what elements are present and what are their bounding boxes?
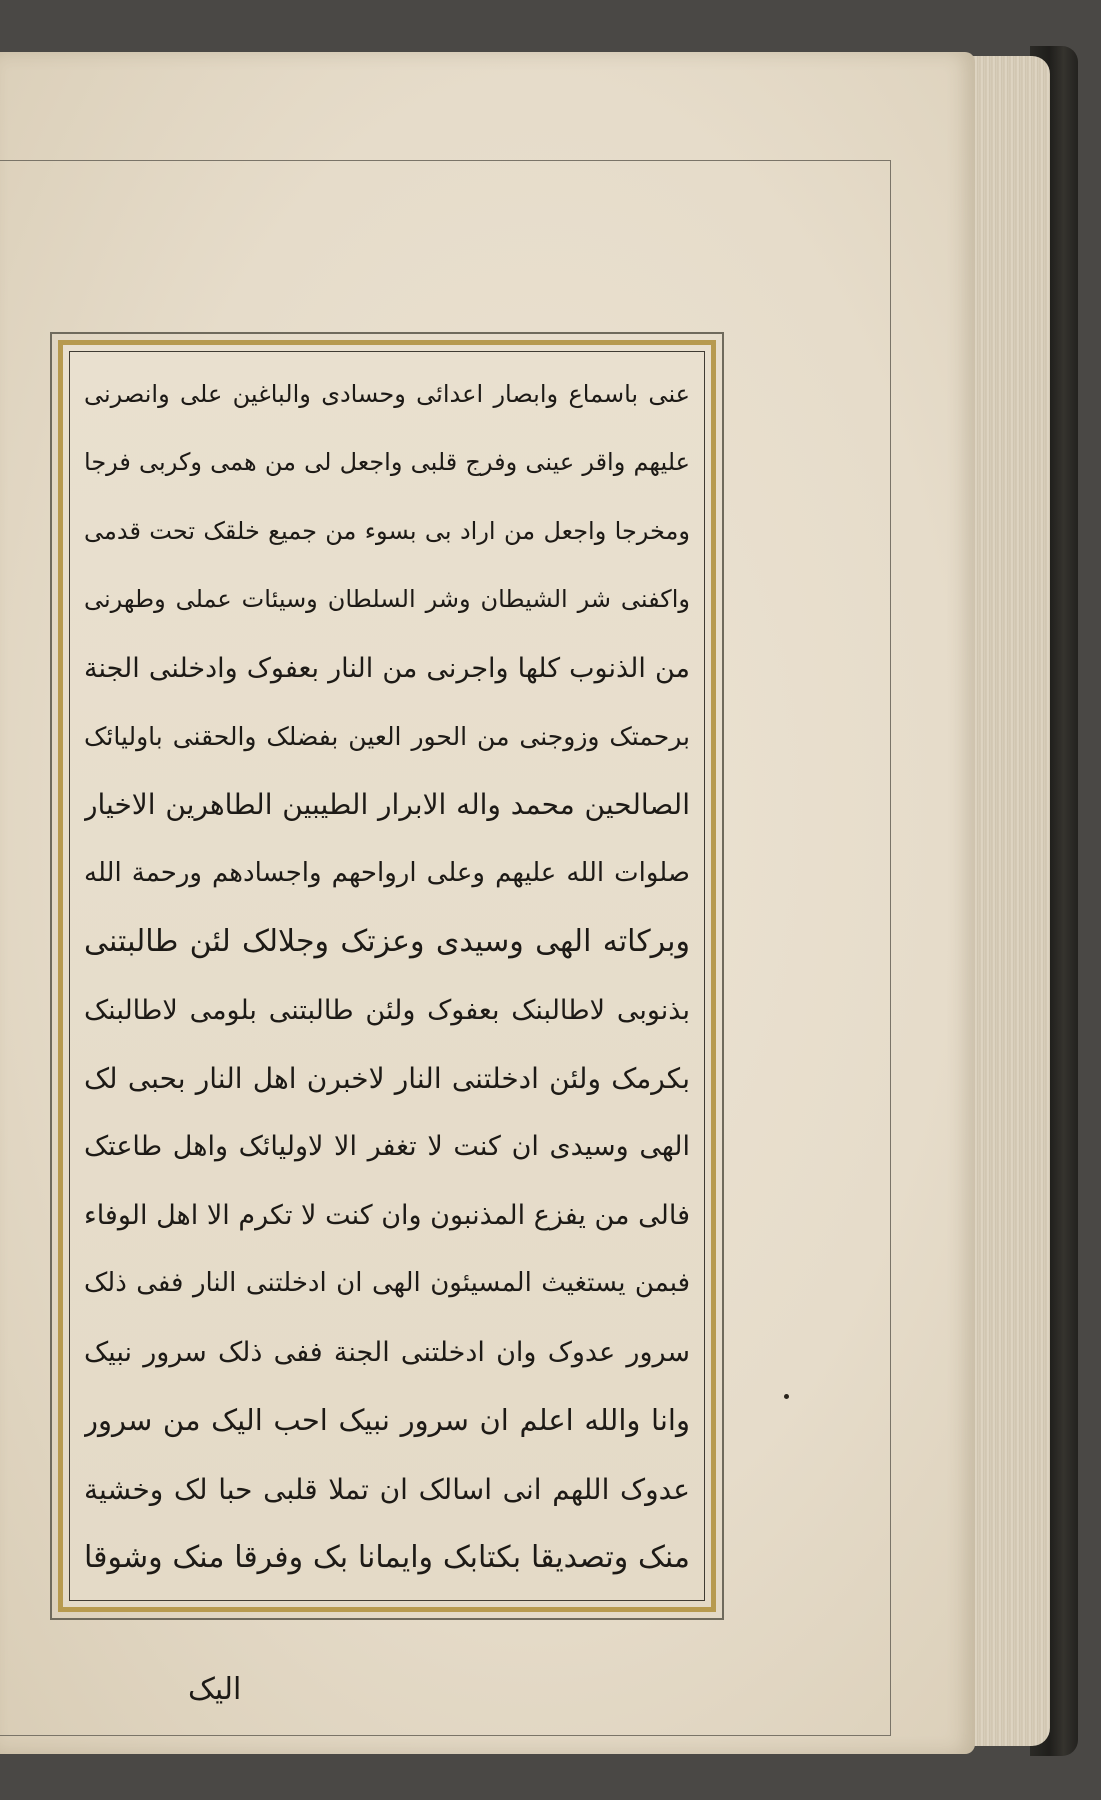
text-line: فالی من یفزع المذنبون وان کنت لا تکرم الا اهل الوفاء	[84, 1199, 690, 1231]
text-line: فبمن یستغیث المسیئون الهی ان ادخلتنی النار ففی ذلک	[84, 1268, 690, 1299]
text-line: الصالحین محمد واله الابرار الطیبین الطاهرین الاخیار	[84, 788, 690, 822]
text-line: وبرکاته الهی وسیدی وعزتک وجلالک لئن طالبتنی	[84, 924, 690, 960]
text-line: ومخرجا واجعل من اراد بی بسوء من جمیع خلقک تحت قدمی	[84, 516, 690, 545]
manuscript-page	[0, 52, 975, 1754]
text-block	[84, 364, 690, 1588]
ink-speck	[784, 1394, 789, 1399]
text-line: من الذنوب کلها واجرنی من النار بعفوک وادخلنی الجنة	[84, 652, 690, 684]
text-line: برحمتک وزوجنی من الحور العین بفضلک والحقنی باولیائک	[84, 722, 690, 752]
text-line: علیهم واقر عینی وفرج قلبی واجعل لی من همی وکربی فرجا	[84, 448, 690, 477]
text-line: صلوات الله علیهم وعلی ارواحهم واجسادهم ورحمة الله	[84, 857, 690, 888]
text-line: بذنوبی لاطالبنک بعفوک ولئن طالبتنی بلومی لاطالبنک	[84, 994, 690, 1026]
catchword: الیک	[188, 1672, 242, 1707]
text-line: منک وتصدیقا بکتابک وایمانا بک وفرقا منک وشوقا	[84, 1539, 690, 1575]
text-frame	[50, 332, 724, 1620]
text-line: بکرمک ولئن ادخلتنی النار لاخبرن اهل النار بحبی لک	[84, 1062, 690, 1096]
text-line: عنی باسماع وابصار اعدائی وحسادی والباغین علی وانصرنی	[84, 380, 690, 408]
text-line: واکفنی شر الشیطان وشر السلطان وسیئات عملی وطهرنی	[84, 585, 690, 614]
text-line: عدوک اللهم انی اسالک ان تملا قلبی حبا لک وخشیة	[84, 1472, 690, 1506]
text-line: الهی وسیدی ان کنت لا تغفر الا لاولیائک واهل طاعتک	[84, 1131, 690, 1163]
text-line: سرور عدوک وان ادخلتنی الجنة ففی ذلک سرور نبیک	[84, 1336, 690, 1368]
text-line: وانا والله اعلم ان سرور نبیک احب الیک من سرور	[84, 1403, 690, 1438]
